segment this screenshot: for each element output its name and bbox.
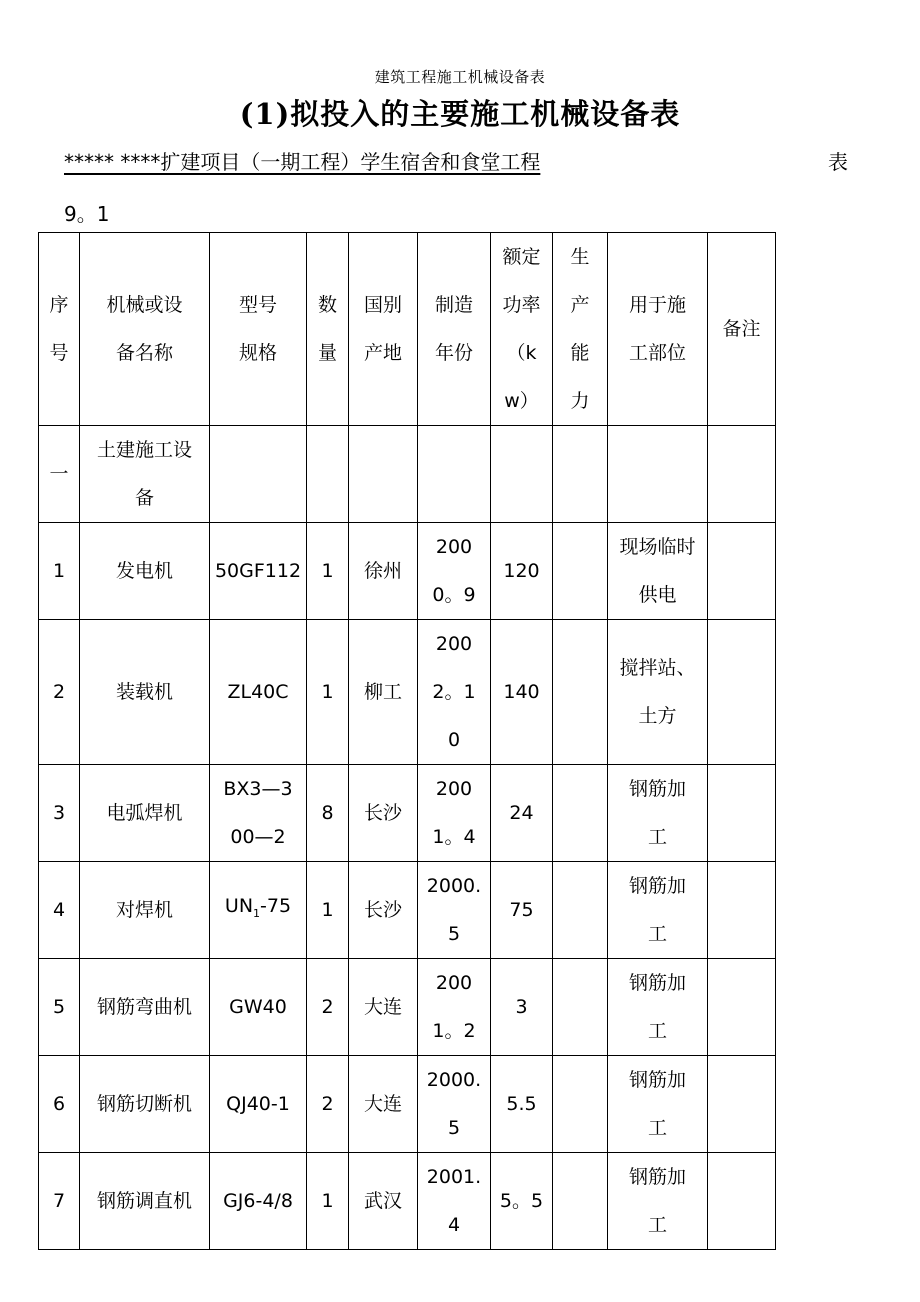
table-number-label: 表 [828, 150, 848, 174]
header-purpose: 用于施工部位 [608, 233, 708, 426]
header-name: 机械或设备名称 [80, 233, 210, 426]
cell-qty: 8 [307, 765, 349, 862]
cell-name: 钢筋切断机 [80, 1056, 210, 1153]
cell-capacity [553, 765, 608, 862]
document-title: (1)拟投入的主要施工机械设备表 [239, 97, 681, 131]
cell-no: 6 [39, 1056, 80, 1153]
cell-power: 24 [491, 765, 553, 862]
cell-year: 2000.5 [418, 862, 491, 959]
cell-no: 5 [39, 959, 80, 1056]
cell-no: 4 [39, 862, 80, 959]
cell-model: 50GF112 [210, 523, 307, 620]
cell-no: 2 [39, 620, 80, 765]
table-row [39, 862, 776, 959]
cell-purpose: 钢筋加工 [608, 1056, 708, 1153]
table-row [39, 1153, 776, 1250]
header-model: 型号规格 [210, 233, 307, 426]
cell-capacity [553, 620, 608, 765]
table-row [39, 523, 776, 620]
cell-power: 75 [491, 862, 553, 959]
cell-power: 120 [491, 523, 553, 620]
cell-capacity [553, 1153, 608, 1250]
cell-power: 3 [491, 959, 553, 1056]
cell-purpose: 钢筋加工 [608, 1153, 708, 1250]
cell-no: 1 [39, 523, 80, 620]
section-row [39, 426, 776, 523]
cell-capacity [553, 523, 608, 620]
cell-capacity [553, 959, 608, 1056]
cell-year: 2001.4 [418, 1153, 491, 1250]
cell-qty: 1 [307, 862, 349, 959]
cell-model: QJ40-1 [210, 1056, 307, 1153]
cell-remark [708, 1056, 776, 1153]
project-subtitle: ***** ****扩建项目（一期工程）学生宿舍和食堂工程 [64, 150, 541, 174]
cell-purpose: 钢筋加工 [608, 959, 708, 1056]
header-origin: 国别产地 [349, 233, 418, 426]
header-remark: 备注 [708, 233, 776, 426]
table-row [39, 959, 776, 1056]
cell-model: $UN_1-75$ [210, 862, 307, 959]
cell-remark [708, 1153, 776, 1250]
running-header: 建筑工程施工机械设备表 [374, 68, 546, 86]
cell-name: 钢筋调直机 [80, 1153, 210, 1250]
cell-origin: 大连 [349, 959, 418, 1056]
cell-model: BX3—300—2 [210, 765, 307, 862]
cell-origin: 武汉 [349, 1153, 418, 1250]
cell-remark [708, 620, 776, 765]
cell-name: 对焊机 [80, 862, 210, 959]
header-no: 序号 [39, 233, 80, 426]
cell-power: 5.5 [491, 1056, 553, 1153]
table-row [39, 765, 776, 862]
equipment-table [38, 232, 776, 1250]
cell-capacity [553, 862, 608, 959]
cell-no: 3 [39, 765, 80, 862]
cell-origin: 长沙 [349, 765, 418, 862]
cell-power: 5。5 [491, 1153, 553, 1250]
cell-year: 2001。2 [418, 959, 491, 1056]
cell-remark [708, 959, 776, 1056]
cell-year: 2000。9 [418, 523, 491, 620]
cell-origin: 徐州 [349, 523, 418, 620]
cell-name: 钢筋弯曲机 [80, 959, 210, 1056]
cell-year: 2001。4 [418, 765, 491, 862]
table-row [39, 1056, 776, 1153]
cell-purpose: 现场临时供电 [608, 523, 708, 620]
header-power: 额定功率（kw） [491, 233, 553, 426]
cell-purpose: 钢筋加工 [608, 862, 708, 959]
table-header-row [39, 233, 776, 426]
cell-remark [708, 765, 776, 862]
cell-year: 2000.5 [418, 1056, 491, 1153]
cell-qty: 2 [307, 959, 349, 1056]
header-year: 制造年份 [418, 233, 491, 426]
cell-origin: 大连 [349, 1056, 418, 1153]
cell-model: GW40 [210, 959, 307, 1056]
header-qty: 数量 [307, 233, 349, 426]
section-no: 一 [39, 426, 80, 523]
cell-remark [708, 862, 776, 959]
cell-purpose: 搅拌站、土方 [608, 620, 708, 765]
cell-purpose: 钢筋加工 [608, 765, 708, 862]
cell-name: 装载机 [80, 620, 210, 765]
cell-qty: 2 [307, 1056, 349, 1153]
header-capacity: 生产能力 [553, 233, 608, 426]
cell-capacity [553, 1056, 608, 1153]
cell-power: 140 [491, 620, 553, 765]
cell-qty: 1 [307, 1153, 349, 1250]
cell-model: ZL40C [210, 620, 307, 765]
cell-remark [708, 523, 776, 620]
cell-origin: 长沙 [349, 862, 418, 959]
cell-no: 7 [39, 1153, 80, 1250]
cell-qty: 1 [307, 620, 349, 765]
cell-name: 电弧焊机 [80, 765, 210, 862]
table-row [39, 620, 776, 765]
cell-year: 2002。10 [418, 620, 491, 765]
cell-model: GJ6-4/8 [210, 1153, 307, 1250]
table-number-value: 9。1 [64, 202, 110, 226]
section-name: 土建施工设备 [80, 426, 210, 523]
cell-origin: 柳工 [349, 620, 418, 765]
cell-name: 发电机 [80, 523, 210, 620]
cell-qty: 1 [307, 523, 349, 620]
